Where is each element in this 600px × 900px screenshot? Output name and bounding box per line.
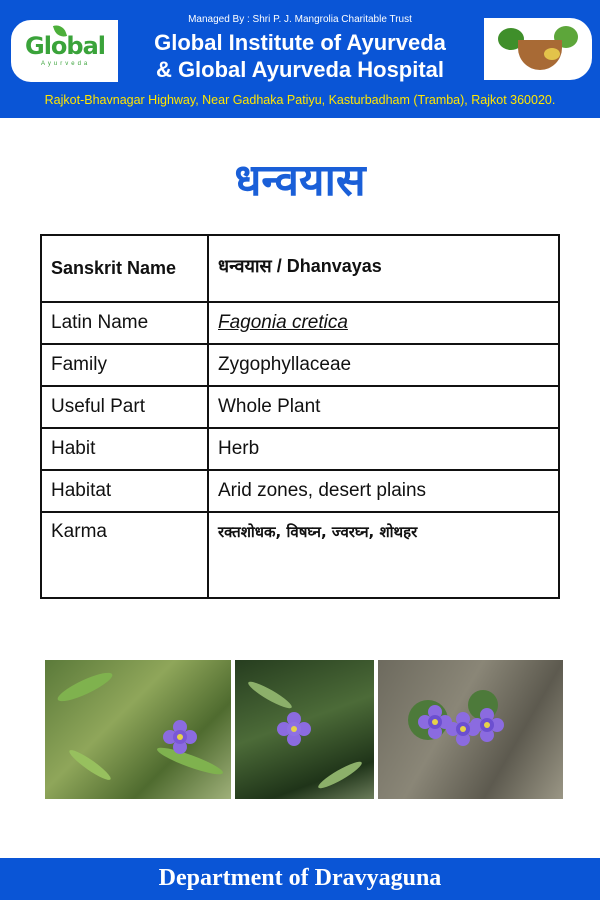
- habit-value: Herb: [208, 428, 559, 470]
- useful-part-value: Whole Plant: [208, 386, 559, 428]
- latin-name-value: Fagonia cretica: [208, 302, 559, 344]
- plant-photo-3: [378, 660, 563, 799]
- habitat-value: Arid zones, desert plains: [208, 470, 559, 512]
- table-row: [41, 512, 559, 598]
- header-banner: [0, 0, 600, 84]
- table-row: [41, 302, 559, 344]
- latin-name-label: Latin Name: [41, 302, 208, 344]
- address-bar: [0, 84, 600, 118]
- karma-value: रक्तशोधक, विषघ्न, ज्वरघ्न, शोथहर: [208, 512, 559, 598]
- table-row: [41, 470, 559, 512]
- plant-info-table: [40, 234, 560, 599]
- sanskrit-name-devanagari: धन्वयास: [218, 256, 272, 277]
- useful-part-label: Useful Part: [41, 386, 208, 428]
- mortar-pestle-image: [484, 18, 592, 80]
- table-row: [41, 344, 559, 386]
- table-row: [41, 386, 559, 428]
- department-name: Department of Dravyaguna: [158, 865, 442, 891]
- institute-title: Global Institute of Ayurveda: [154, 30, 446, 55]
- sanskrit-name-label: Sanskrit Name: [41, 235, 208, 302]
- plant-photos: [0, 660, 600, 800]
- managed-by-text: Managed By : Shri P. J. Mangrolia Charitable Trust: [188, 14, 412, 25]
- table-row: [41, 428, 559, 470]
- habit-label: Habit: [41, 428, 208, 470]
- table-row: [41, 235, 559, 302]
- hospital-title: & Global Ayurveda Hospital: [155, 57, 445, 82]
- logo-subtext: Ayurveda: [41, 61, 91, 67]
- family-label: Family: [41, 344, 208, 386]
- plant-heading: धन्वयास: [234, 155, 366, 206]
- habitat-label: Habitat: [41, 470, 208, 512]
- logo-text: Global: [25, 32, 106, 60]
- sanskrit-name-latin: / Dhanvayas: [271, 256, 382, 276]
- family-value: Zygophyllaceae: [208, 344, 559, 386]
- plant-photo-2: [235, 660, 374, 799]
- plant-photo-1: [45, 660, 231, 799]
- karma-label: Karma: [41, 512, 208, 598]
- address-text: Rajkot-Bhavnagar Highway, Near Gadhaka Patiyu, Kasturbadham (Tramba), Rajkot 360020.: [44, 93, 556, 107]
- sanskrit-name-value: [208, 235, 559, 302]
- footer-banner: [0, 858, 600, 900]
